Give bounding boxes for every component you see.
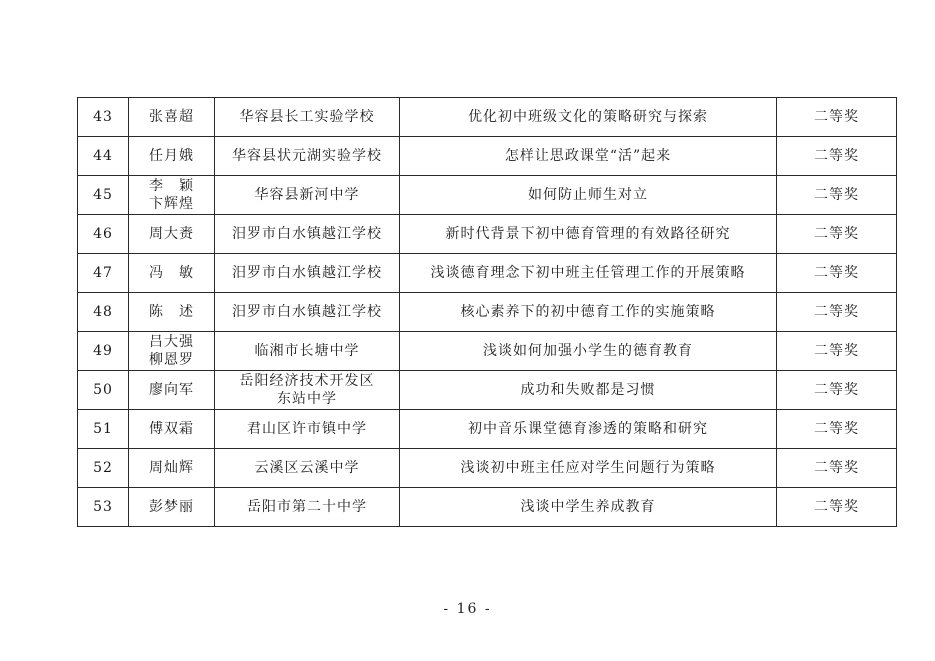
school-name: 华容县新河中学 <box>254 187 360 203</box>
school-cell <box>215 293 400 332</box>
school-name: 汨罗市白水镇越江学校 <box>232 226 382 242</box>
award-level-cell: 二等奖 <box>777 98 897 137</box>
school-name: 临湘市长塘中学 <box>254 343 360 359</box>
paper-title-cell: 如何防止师生对立 <box>400 176 777 215</box>
school-cell <box>215 176 400 215</box>
entry-number-cell: 48 <box>78 293 129 332</box>
author-names-cell <box>129 98 215 137</box>
page-number: - 16 - <box>443 601 492 617</box>
award-level-cell: 二等奖 <box>777 254 897 293</box>
paper-title-cell: 初中音乐课堂德育渗透的策略和研究 <box>400 410 777 449</box>
table-row <box>78 488 897 527</box>
school-name: 岳阳市第二十中学 <box>247 499 367 515</box>
table-row <box>78 137 897 176</box>
author-names-cell <box>129 137 215 176</box>
entry-number-cell: 47 <box>78 254 129 293</box>
school-cell <box>215 137 400 176</box>
author-names-cell <box>129 254 215 293</box>
paper-title-cell: 浅谈中学生养成教育 <box>400 488 777 527</box>
entry-number-cell: 51 <box>78 410 129 449</box>
author-names-cell <box>129 176 215 215</box>
paper-title-cell: 怎样让思政课堂“活”起来 <box>400 137 777 176</box>
school-name: 东站中学 <box>277 391 337 407</box>
award-level-cell: 二等奖 <box>777 449 897 488</box>
school-name: 岳阳经济技术开发区 <box>239 373 375 389</box>
author-names-cell <box>129 293 215 332</box>
table-row <box>78 176 897 215</box>
author-names-cell <box>129 215 215 254</box>
author-names-cell <box>129 488 215 527</box>
table-row <box>78 293 897 332</box>
awards-table-body <box>78 98 897 527</box>
entry-number-cell: 45 <box>78 176 129 215</box>
school-cell <box>215 371 400 410</box>
school-cell <box>215 332 400 371</box>
school-name: 云溪区云溪中学 <box>254 460 360 476</box>
author-name: 陈 述 <box>149 304 194 320</box>
author-name: 卞辉煌 <box>149 196 194 212</box>
table-row <box>78 371 897 410</box>
table-row <box>78 98 897 137</box>
school-name: 汨罗市白水镇越江学校 <box>232 304 382 320</box>
author-name: 廖向军 <box>149 382 194 398</box>
paper-title-cell: 浅谈初中班主任应对学生问题行为策略 <box>400 449 777 488</box>
author-name: 柳恩罗 <box>149 352 194 368</box>
school-name: 华容县状元湖实验学校 <box>232 148 382 164</box>
school-cell <box>215 488 400 527</box>
entry-number-cell: 43 <box>78 98 129 137</box>
entry-number-cell: 50 <box>78 371 129 410</box>
table-row <box>78 215 897 254</box>
award-level-cell: 二等奖 <box>777 371 897 410</box>
author-names-cell <box>129 371 215 410</box>
awards-table <box>77 97 897 527</box>
award-level-cell: 二等奖 <box>777 332 897 371</box>
entry-number-cell: 46 <box>78 215 129 254</box>
school-name: 君山区许市镇中学 <box>247 421 367 437</box>
school-cell <box>215 215 400 254</box>
entry-number-cell: 52 <box>78 449 129 488</box>
author-names-cell <box>129 449 215 488</box>
award-level-cell: 二等奖 <box>777 215 897 254</box>
award-level-cell: 二等奖 <box>777 137 897 176</box>
paper-title-cell: 浅谈德育理念下初中班主任管理工作的开展策略 <box>400 254 777 293</box>
award-level-cell: 二等奖 <box>777 176 897 215</box>
entry-number-cell: 53 <box>78 488 129 527</box>
paper-title-cell: 成功和失败都是习惯 <box>400 371 777 410</box>
entry-number-cell: 44 <box>78 137 129 176</box>
school-name: 华容县长工实验学校 <box>239 109 375 125</box>
school-cell <box>215 449 400 488</box>
author-names-cell <box>129 410 215 449</box>
author-name: 吕大强 <box>149 334 194 350</box>
table-row <box>78 449 897 488</box>
paper-title-cell: 优化初中班级文化的策略研究与探索 <box>400 98 777 137</box>
author-name: 张喜超 <box>149 109 194 125</box>
table-row <box>78 332 897 371</box>
author-name: 彭梦丽 <box>149 499 194 515</box>
school-cell <box>215 254 400 293</box>
author-names-cell <box>129 332 215 371</box>
school-name: 汨罗市白水镇越江学校 <box>232 265 382 281</box>
school-cell <box>215 410 400 449</box>
author-name: 任月娥 <box>149 148 194 164</box>
author-name: 李 颖 <box>149 178 194 194</box>
author-name: 冯 敏 <box>149 265 194 281</box>
table-row <box>78 410 897 449</box>
author-name: 周大赉 <box>149 226 194 242</box>
paper-title-cell: 新时代背景下初中德育管理的有效路径研究 <box>400 215 777 254</box>
author-name: 周灿辉 <box>149 460 194 476</box>
award-level-cell: 二等奖 <box>777 488 897 527</box>
paper-title-cell: 核心素养下的初中德育工作的实施策略 <box>400 293 777 332</box>
school-cell <box>215 98 400 137</box>
entry-number-cell: 49 <box>78 332 129 371</box>
paper-title-cell: 浅谈如何加强小学生的德育教育 <box>400 332 777 371</box>
award-level-cell: 二等奖 <box>777 410 897 449</box>
table-row <box>78 254 897 293</box>
author-name: 傅双霜 <box>149 421 194 437</box>
award-level-cell: 二等奖 <box>777 293 897 332</box>
